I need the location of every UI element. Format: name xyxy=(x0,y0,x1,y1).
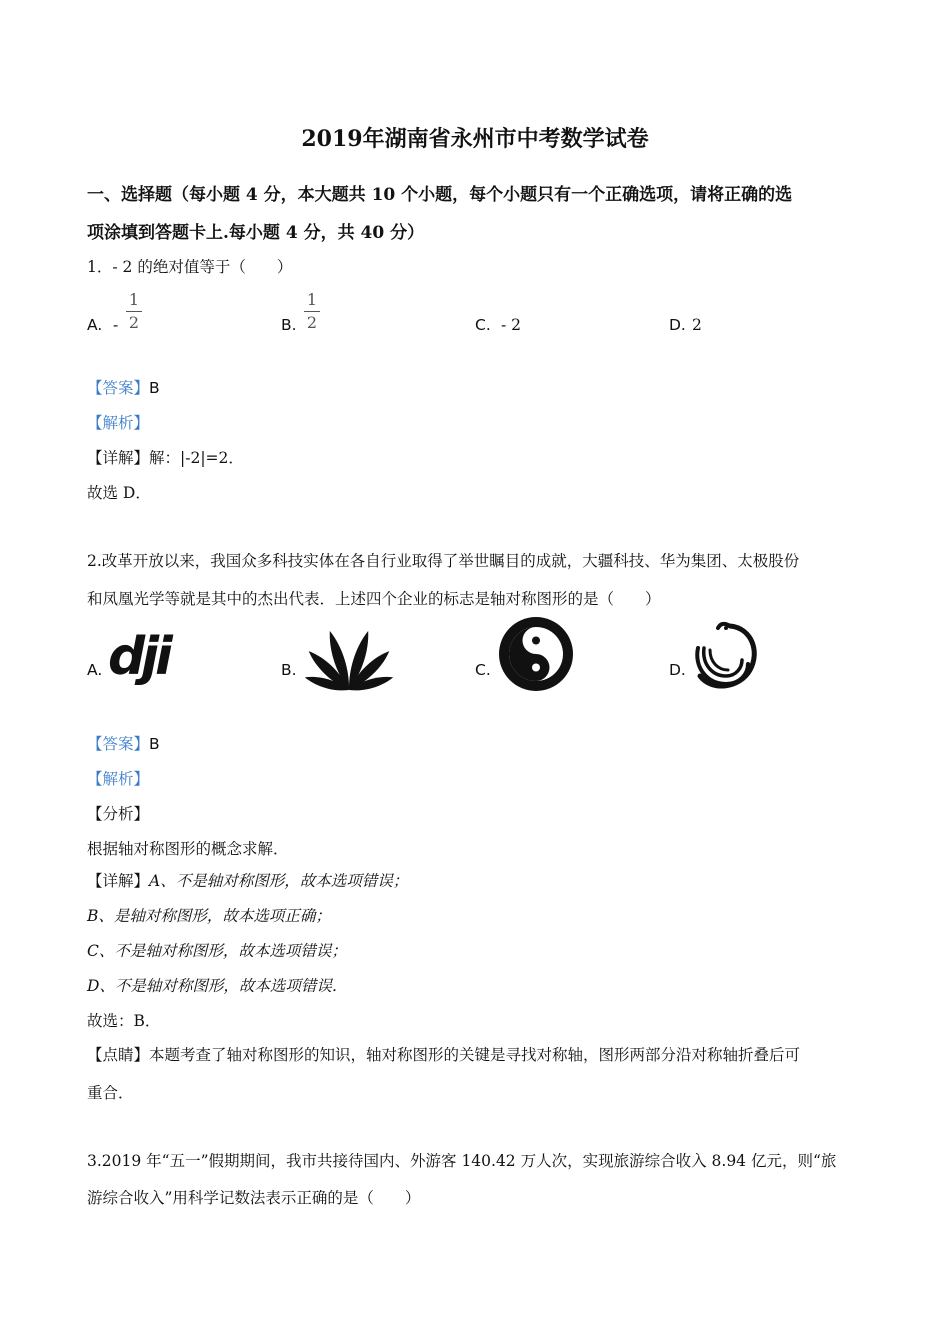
fraction-denominator: 2 xyxy=(128,313,140,332)
dianjing-tag: 【点睛】 xyxy=(87,1046,150,1064)
q2-fenxi-tag: 【分析】 xyxy=(87,805,150,823)
phoenix-logo-icon xyxy=(690,618,764,698)
q1-stem: 1．- 2 的绝对值等于（ ） xyxy=(87,258,293,276)
q3-stem-line1: 3.2019 年“五一”假期期间，我市共接待国内、外游客 140.42 万人次，实现旅游综合收入 8.94 亿元，则“旅 xyxy=(87,1152,837,1170)
fraction-numerator: 1 xyxy=(128,290,140,309)
q2-option-d-label: D. xyxy=(669,661,686,679)
q2-fenxi-text: 根据轴对称图形的概念求解． xyxy=(87,840,289,858)
q2-option-c-label: C. xyxy=(475,661,491,679)
q1-detail xyxy=(87,446,244,468)
q1-option-a-label: A. xyxy=(87,316,103,334)
answer-tag: 【答案】 xyxy=(87,379,150,397)
q3-stem-line2: 游综合收入”用科学记数法表示正确的是（ ） xyxy=(87,1189,421,1207)
section-heading-line2: 项涂填到答题卡上.每小题 4 分，共 40 分） xyxy=(87,223,425,243)
answer-value: B xyxy=(149,735,160,753)
q2-detail xyxy=(87,869,408,891)
q2-option-b-label: B. xyxy=(281,661,297,679)
q1-option-d-label: D. xyxy=(669,316,686,334)
fraction-bar xyxy=(304,311,320,312)
page-title: 2019年湖南省永州市中考数学试卷 xyxy=(301,126,649,152)
detail-tag: 【详解】 xyxy=(87,449,150,467)
q1-option-b-fraction xyxy=(304,291,320,332)
q2-option-a-label: A. xyxy=(87,661,103,679)
detail-tag: 【详解】 xyxy=(87,872,150,890)
q1-conclusion: 故选 D． xyxy=(87,484,151,502)
q2-stem-line1: 2.改革开放以来，我国众多科技实体在各自行业取得了举世瞩目的成就，大疆科技、华为集团、太极股份 xyxy=(87,552,800,570)
q2-conclusion: 故选：B． xyxy=(87,1012,161,1030)
detail-a-text: A、不是轴对称图形，故本选项错误； xyxy=(149,872,409,890)
q2-detail-d: D、不是轴对称图形，故本选项错误． xyxy=(87,977,348,995)
q2-answer xyxy=(87,732,160,754)
fraction-denominator: 2 xyxy=(306,313,318,332)
detail-text: 解：|-2|=2． xyxy=(149,449,244,467)
q2-dianjing xyxy=(87,1043,800,1065)
q2-detail-c: C、不是轴对称图形，故本选项错误； xyxy=(87,942,347,960)
q2-stem-line2: 和凤凰光学等就是其中的杰出代表．上述四个企业的标志是轴对称图形的是（ ） xyxy=(87,590,661,608)
q1-option-c-label: C. xyxy=(475,316,491,334)
section-heading-line1: 一、选择题（每小题 4 分，本大题共 10 个小题，每个小题只有一个正确选项，请将正确的选 xyxy=(87,185,793,205)
q1-option-a-fraction xyxy=(126,291,142,332)
q1-option-b-label: B. xyxy=(281,316,297,334)
q2-detail-b: B、是轴对称图形，故本选项正确； xyxy=(87,907,331,925)
dji-logo-text: dji xyxy=(108,628,169,687)
q2-analysis-tag: 【解析】 xyxy=(87,770,150,788)
dji-logo-icon xyxy=(106,628,198,694)
answer-tag: 【答案】 xyxy=(87,735,150,753)
huawei-logo-icon xyxy=(302,624,396,698)
q2-dianjing-line2: 重合． xyxy=(87,1084,134,1102)
fraction-numerator: 1 xyxy=(306,290,318,309)
q1-option-a-sign: - xyxy=(113,316,119,334)
taiji-logo-icon xyxy=(497,616,575,696)
answer-value: B xyxy=(149,379,160,397)
dianjing-text: 本题考查了轴对称图形的知识，轴对称图形的关键是寻找对称轴，图形两部分沿对称轴折叠后可 xyxy=(149,1046,801,1064)
q1-analysis-tag: 【解析】 xyxy=(87,414,150,432)
q1-option-d-text: 2 xyxy=(692,316,702,334)
q1-option-c-text: - 2 xyxy=(501,316,522,334)
fraction-bar xyxy=(126,311,142,312)
q1-answer xyxy=(87,376,160,398)
